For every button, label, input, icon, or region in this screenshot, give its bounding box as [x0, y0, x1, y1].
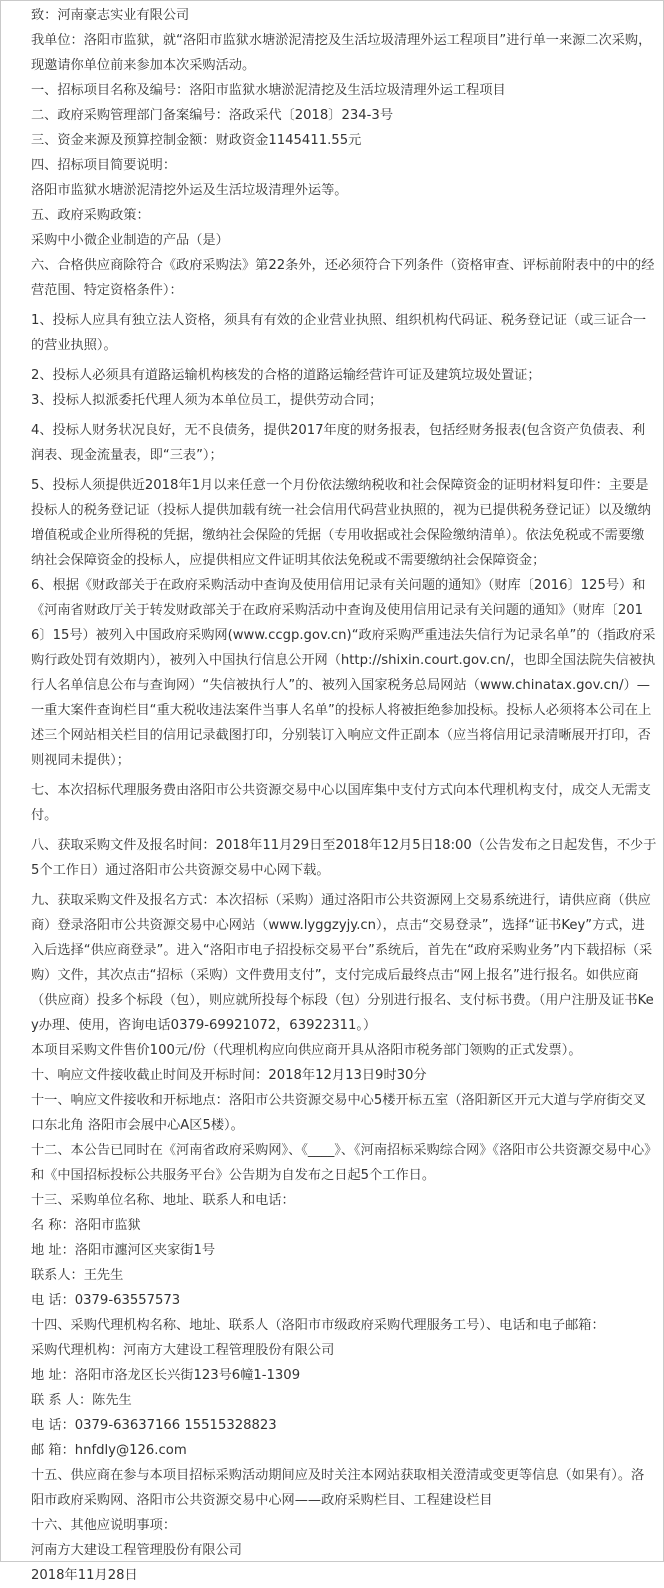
buyer-name: 名 称：洛阳市监狱	[31, 1218, 141, 1233]
agent-contact: 联 系 人：陈先生	[31, 1393, 132, 1408]
agent-address: 地 址：洛阳市洛龙区长兴街123号6幢1-1309	[31, 1368, 301, 1383]
issue-date: 2018年11月28日	[31, 1568, 138, 1583]
section-15-notes: 十五、供应商在参与本项目招标采购活动期间应及时关注本网站获取相关澄清或变更等信息（如果有）。洛阳市政府采购网、洛阳市公共资源交易中心网——政府采购栏目、工程建设栏目	[31, 1468, 645, 1508]
buyer-address: 地 址：洛阳市瀍河区夹家街1号	[31, 1243, 216, 1258]
agent-email: 邮 箱：hnfdly@126.com	[31, 1443, 187, 1458]
salutation: 致：河南豪志实业有限公司	[31, 8, 190, 23]
section-6-item-2: 2、投标人必须具有道路运输机构核发的合格的道路运输经营许可证及建筑垃圾处置证；	[31, 368, 541, 383]
section-6-item-3: 3、投标人拟派委托代理人须为本单位员工，提供劳动合同；	[31, 393, 383, 408]
buyer-phone: 电 话：0379-63557573	[31, 1293, 181, 1308]
section-10-deadline: 十、响应文件接收截止时间及开标时间：2018年12月13日9时30分	[31, 1068, 427, 1083]
section-3-budget: 三、资金来源及预算控制金额：财政资金1145411.55元	[31, 133, 362, 148]
section-5-body: 采购中小微企业制造的产品（是）	[31, 233, 229, 248]
section-12-publication: 十二、本公告已同时在《河南省政府采购网》、《____》、《河南招标采购综合网》《洛阳市公共资源交易中心》和《中国招标投标公共服务平台》公告期为自发布之日起5个工作日。	[31, 1143, 651, 1183]
section-6-item-4: 4、投标人财务状况良好，无不良债务，提供2017年度的财务报表，包括经财务报表(包含资产负债表、利润表、现金流量表，即“三表”）；	[31, 423, 646, 463]
section-4-title: 四、招标项目简要说明：	[31, 158, 177, 173]
section-5-title: 五、政府采购政策：	[31, 208, 150, 223]
section-6-item-1: 1、投标人应具有独立法人资格，须具有有效的企业营业执照、组织机构代码证、税务登记证（或三证合一的营业执照）。	[31, 313, 647, 353]
section-1-project-name: 一、招标项目名称及编号：洛阳市监狱水塘淤泥清挖及生活垃圾清理外运工程项目	[31, 83, 506, 98]
section-9-registration-method: 九、获取采购文件及报名方式：本次招标（采购）通过洛阳市公共资源网上交易系统进行，请供应商（供应商）登录洛阳市公共资源交易中心网站（www.lyggzyjy.cn），点击“交易登录”，选择“证书Key”方式，进入后选择“供应商登录”。进入“洛阳市电子招投标交易平台”系统后，首先在“政府采购业务”内下载招标（采购）文件，其次点击“招标（采购）文件费用支付”，支付完成后最终点击“网上报名”进行报名。如供应商（供应商）投多个标段（包），则应就所投每个标段（包）分别进行报名、支付标书费。（用户注册及证书Key办理、使用，咨询电话0379-69921072，63922311。）	[31, 893, 654, 1033]
agent-phone: 电 话：0379-63637166 15515328823	[31, 1418, 277, 1433]
agent-name: 采购代理机构：河南方大建设工程管理股份有限公司	[31, 1343, 335, 1358]
section-6-item-6: 6、根据《财政部关于在政府采购活动中查询及使用信用记录有关问题的通知》（财库〔2016〕125号）和《河南省财政厅关于转发财政部关于在政府采购活动中查询及使用信用记录有关问题的通知》（财库〔2016〕15号）被列入中国政府采购网(www.ccgp.gov.cn)“政府采购严重违法失信行为记录名单”的（指政府采购行政处罚有效期内），被列入中国执行信息公开网（http://shixin.court.gov.cn/，也即全国法院失信被执行人名单信息公布与查询网）“失信被执行人”的、被列入国家税务总局网站（www.chinatax.gov.cn/）—一重大案件查询栏目“重大税收违法案件当事人名单”的投标人将被拒绝参加投标。投标人必须将本公司在上述三个网站相关栏目的信用记录截图打印，分别装订入响应文件正副本（应当将信用记录清晰展开打印，否则视同未提供）；	[31, 578, 656, 768]
section-13-title: 十三、采购单位名称、地址、联系人和电话：	[31, 1193, 295, 1208]
section-2-filing-number: 二、政府采购管理部门备案编号：洛政采代〔2018〕234-3号	[31, 108, 394, 123]
section-4-body: 洛阳市监狱水塘淤泥清挖外运及生活垃圾清理外运等。	[31, 183, 348, 198]
section-9-document-fee: 本项目采购文件售价100元/份（代理机构应向供应商开具从洛阳市税务部门领购的正式发票）。	[31, 1043, 582, 1058]
intro-paragraph: 我单位：洛阳市监狱，就“洛阳市监狱水塘淤泥清挖及生活垃圾清理外运工程项目”进行单一来源二次采购，现邀请你单位前来参加本次采购活动。	[31, 33, 652, 73]
section-6-item-5: 5、投标人须提供近2018年1月以来任意一个月份依法缴纳税收和社会保障资金的证明材料复印件：主要是投标人的税务登记证（投标人提供加载有统一社会信用代码营业执照的，视为已提供税务登记证）以及缴纳增值税或企业所得税的凭据，缴纳社会保险的凭据（专用收据或社会保险缴纳清单）。依法免税或不需要缴纳社会保障资金的投标人，应提供相应文件证明其依法免税或不需要缴纳社会保障资金；	[31, 478, 651, 568]
signer: 河南方大建设工程管理股份有限公司	[31, 1543, 242, 1558]
buyer-contact: 联系人：王先生	[31, 1268, 124, 1283]
section-8-registration-time: 八、获取采购文件及报名时间：2018年11月29日至2018年12月5日18:00（公告发布之日起发售，不少于5个工作日）通过洛阳市公共资源交易中心网下载。	[31, 838, 657, 878]
section-14-title: 十四、采购代理机构名称、地址、联系人（洛阳市市级政府采购代理服务工号）、电话和电子邮箱：	[31, 1318, 605, 1333]
section-6-title: 六、合格供应商除符合《政府采购法》第22条外，还必须符合下列条件（资格审查、评标前附表中的中的经营范围、特定资格条件）：	[31, 258, 655, 298]
section-7-agency-fee: 七、本次招标代理服务费由洛阳市公共资源交易中心以国库集中支付方式向本代理机构支付，成交人无需支付。	[31, 783, 651, 823]
section-11-location: 十一、响应文件接收和开标地点：洛阳市公共资源交易中心5楼开标五室（洛阳新区开元大道与学府街交叉口东北角 洛阳市会展中心A区5楼）。	[31, 1093, 647, 1133]
notice-content	[9, 3, 657, 1588]
section-16-title: 十六、其他应说明事项：	[31, 1518, 177, 1533]
